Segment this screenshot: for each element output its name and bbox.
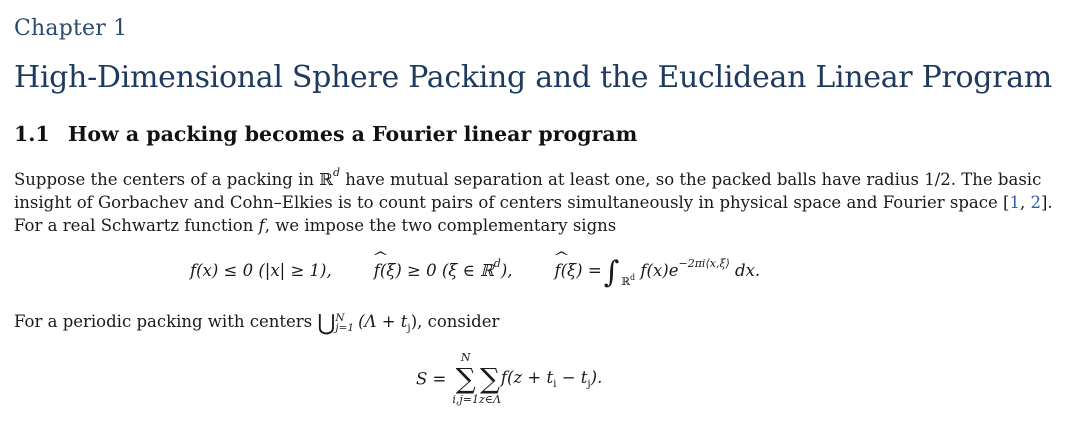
math-subscript-j: j [587, 378, 591, 390]
text-run: insight of Gorbachev and Cohn–Elkies is to count pairs of centers simultaneously in physical space and Fourier space [ [14, 193, 1010, 212]
fourier-f-hat: ^ f [555, 261, 561, 280]
section-heading [14, 122, 637, 146]
text-run: Suppose the centers of a packing in [14, 170, 320, 189]
exponent: −2πi⟨x,ξ⟩ [678, 257, 730, 270]
sum-over-ij: N ∑ i,j=1 [452, 351, 480, 406]
chapter-title: High-Dimensional Sphere Packing and the Euclidean Linear Program [14, 60, 1052, 95]
math-Rd: ℝ$^d$ [319, 166, 340, 189]
text-run: , [1019, 193, 1031, 212]
integral-domain-R: ℝ [621, 276, 631, 288]
fourier-f-hat: ^ f [374, 261, 380, 280]
math-superscript-d: d [493, 257, 501, 270]
integral-sign: ∫ [603, 255, 620, 290]
equation-part-3a: (ξ) = [560, 261, 602, 280]
equation-part-2-end: ), [500, 261, 513, 280]
citation-link-2[interactable]: 2 [1030, 193, 1041, 212]
summand-end: ). [590, 368, 603, 387]
section-number: 1.1 [14, 122, 50, 146]
intro-paragraph [14, 161, 1070, 237]
periodic-paragraph [14, 311, 499, 336]
math-f: f [258, 216, 265, 235]
display-equation-1 [190, 255, 760, 290]
chapter-label: Chapter 1 [14, 16, 128, 41]
text-run: For a periodic packing with centers [14, 312, 318, 331]
text-run: , we impose the two complementary signs [264, 216, 617, 235]
section-title: How a packing becomes a Fourier linear program [68, 122, 638, 146]
equation-lhs: S = [416, 369, 447, 389]
math-subscript-i: i [553, 378, 557, 390]
union-limits [335, 313, 354, 333]
sum-over-lattice: ∑ z∈Λ [479, 362, 501, 406]
sum-upper-limit: N [460, 351, 471, 364]
equation-part-2: (ξ) ≥ 0 (ξ ∈ ℝ [379, 261, 494, 280]
text-run: ]. [1040, 193, 1053, 212]
equation-part-1: f(x) ≤ 0 (|x| ≥ 1), [190, 261, 332, 280]
summand-body: f(z + t [500, 368, 554, 387]
integral-domain [621, 273, 636, 288]
citation-link-1[interactable]: 1 [1009, 193, 1020, 212]
paragraph-line-3 [14, 214, 1070, 237]
equation-part-3c: dx. [735, 261, 761, 280]
math-superscript-d: d [332, 166, 340, 179]
math-lattice-shift: (Λ + t [358, 312, 408, 331]
math-superscript-d: d [630, 273, 636, 282]
summand [500, 368, 603, 390]
text-run: have mutual separation at least one, so the packed balls have radius 1/2. The basic [340, 170, 1042, 189]
display-equation-2 [416, 352, 602, 422]
union-upper-limit: N [335, 311, 345, 324]
sum-lower-limit: i,j=1 [452, 393, 480, 406]
equation-part-3b: f(x)e [640, 261, 679, 280]
paragraph-line-1 [14, 161, 1070, 191]
text-run: ), consider [410, 312, 500, 331]
summand-minus: − t [556, 368, 588, 387]
union-lower-limit: j=1 [335, 321, 355, 334]
union-symbol: ⋃ [317, 311, 336, 336]
math-subscript-j: j [407, 322, 411, 334]
sum-lower-limit: z∈Λ [479, 393, 501, 406]
text-run: For a real Schwartz function [14, 216, 259, 235]
paragraph-line-2 [14, 191, 1070, 214]
